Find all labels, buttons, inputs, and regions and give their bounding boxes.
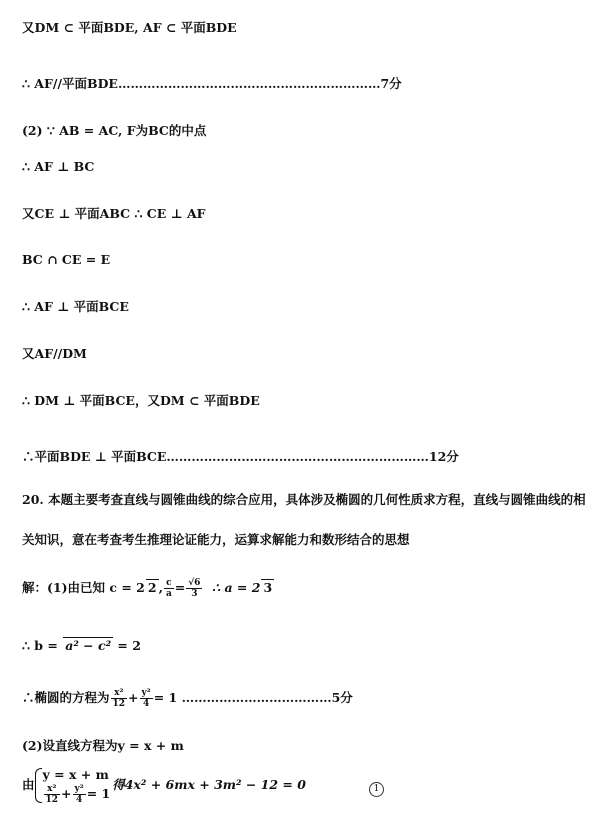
sol1-therefore: ∴ a = 2: [212, 580, 261, 595]
sol2-suffix: = 2: [113, 638, 141, 653]
frac-den: 4: [75, 795, 83, 805]
frac-num: √6: [188, 578, 201, 588]
line-9: ∴ DM ⊥ 平面BCE，又DM ⊂ 平面BDE: [22, 393, 260, 408]
line-4: ∴ AF ⊥ BC: [22, 159, 95, 174]
sol3-suffix: = 1 ………………………………5分: [153, 690, 353, 705]
frac-x2-over-12: [44, 784, 61, 805]
line-5: 又CE ⊥ 平面ABC ∴ CE ⊥ AF: [22, 206, 206, 221]
sqrt-3: 3: [263, 580, 273, 595]
line-3: (2) ∵ AB = AC, F为BC的中点: [22, 123, 207, 138]
frac-num: y²: [141, 688, 151, 698]
frac-sqrt6-over-3: [186, 578, 202, 599]
line-2: ∴ AF//平面BDE………………………………………………………7分: [22, 76, 402, 91]
frac-den: 12: [112, 699, 126, 709]
sol1-comma: ,: [158, 580, 163, 595]
frac-x2-over-12: [111, 688, 128, 709]
solution-line-1: [22, 578, 274, 599]
frac-den: a: [165, 589, 172, 599]
line-8: 又AF//DM: [22, 346, 87, 361]
frac-num: y²: [74, 784, 84, 794]
circled-number-marker: 1: [369, 782, 384, 797]
frac-num: x²: [44, 784, 61, 795]
frac-y2-over-4: [140, 688, 153, 709]
line-7: ∴ AF ⊥ 平面BCE: [22, 299, 129, 314]
line-1: 又DM ⊂ 平面BDE, AF ⊂ 平面BDE: [22, 20, 237, 35]
sol3-prefix: ∴椭圆的方程为: [22, 690, 110, 705]
equation-system: [35, 766, 111, 805]
system-eq: = 1: [86, 786, 111, 801]
sqrt-2: 2: [147, 580, 157, 595]
sol5-suffix: 得4x² + 6mx + 3m² − 12 = 0: [112, 777, 306, 792]
frac-den: 4: [142, 699, 150, 709]
system-plus: +: [61, 786, 72, 801]
sqrt-a2-c2: a² − c²: [65, 638, 112, 653]
sol1-eq: =: [174, 580, 186, 595]
sol5-prefix: 由: [22, 777, 35, 792]
solution-line-2: [22, 637, 141, 654]
sol1-prefix: 解：(1)由已知 c = 2: [22, 580, 145, 595]
solution-line-3: [22, 688, 353, 709]
sol3-plus: +: [128, 690, 139, 705]
line-10: ∴平面BDE ⊥ 平面BCE………………………………………………………12分: [22, 449, 459, 464]
solution-line-4: (2)设直线方程为y = x + m: [22, 738, 184, 753]
frac-den: 12: [45, 795, 59, 805]
system-row-1: y = x + m: [42, 767, 109, 782]
line-6: BC ∩ CE = E: [22, 252, 111, 267]
solution-line-5: [22, 766, 306, 805]
frac-y2-over-4: [73, 784, 86, 805]
frac-c-over-a: [164, 578, 174, 599]
line-11: 20. 本题主要考查直线与圆锥曲线的综合应用，具体涉及椭圆的几何性质求方程，直线与圆锥曲线的相: [22, 492, 586, 507]
sol2-prefix: ∴ b =: [22, 638, 63, 653]
line-12: 关知识，意在考查考生推理论证能力，运算求解能力和数形结合的思想: [22, 532, 410, 547]
frac-num: c: [164, 578, 174, 589]
frac-den: 3: [191, 589, 198, 599]
frac-num: x²: [111, 688, 128, 699]
system-row-2: [43, 784, 111, 805]
